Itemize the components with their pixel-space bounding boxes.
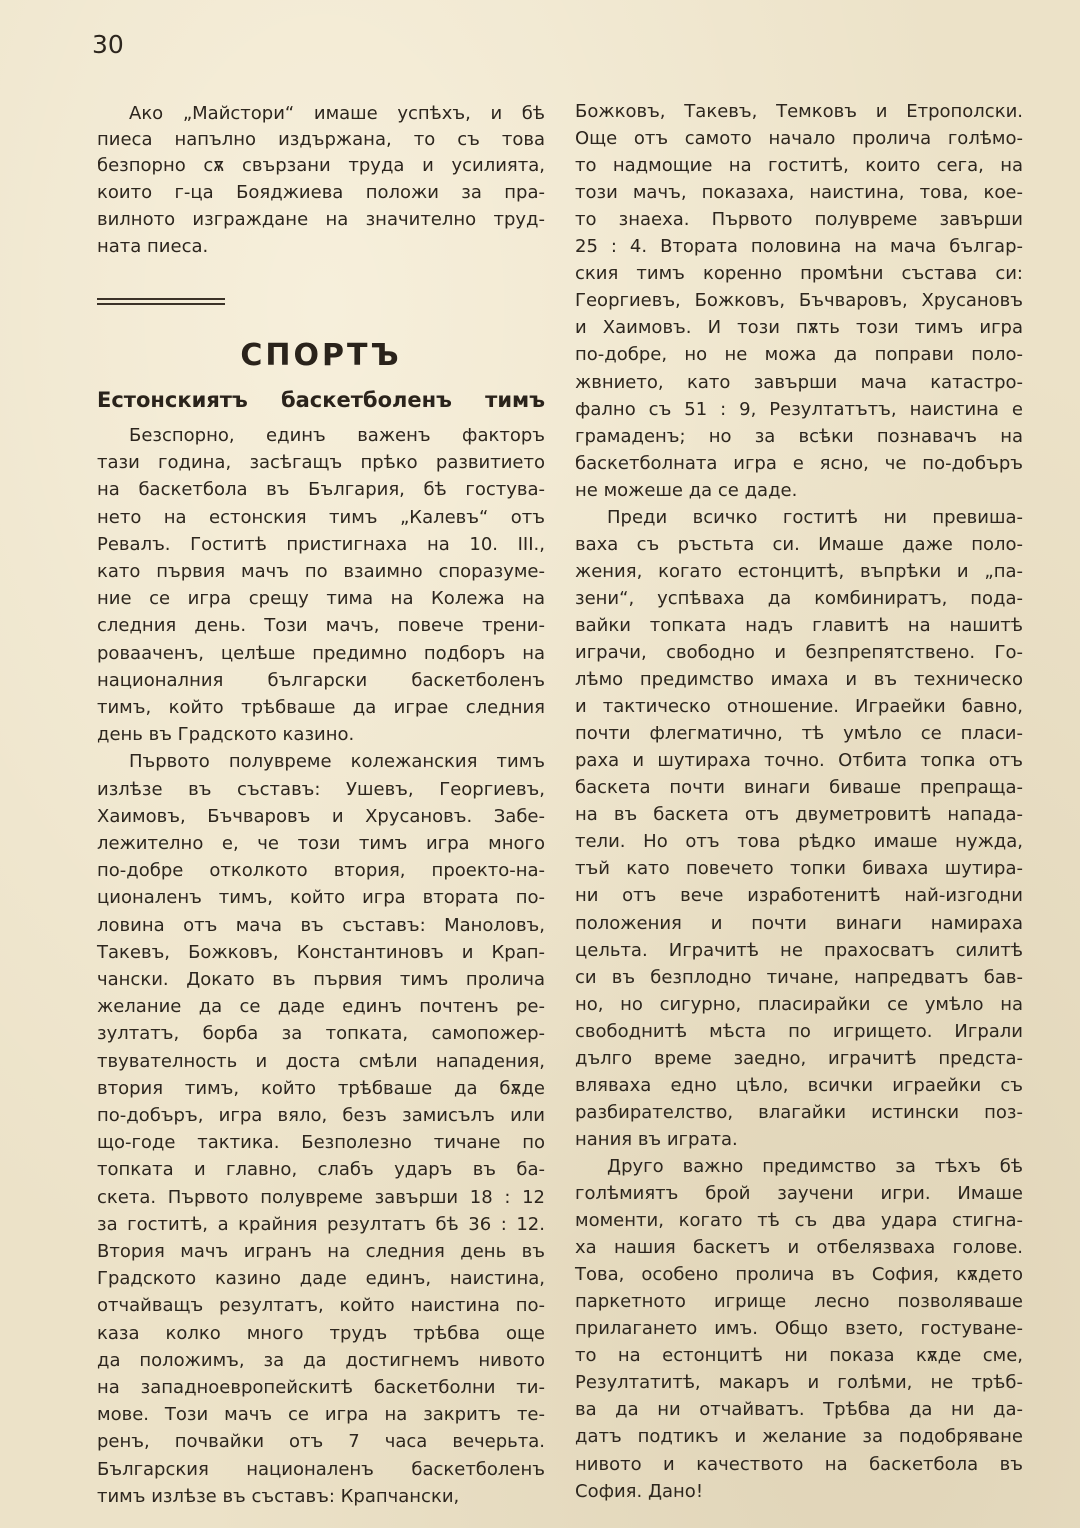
- text-line: за гоститѣ, а крайния резултатъ бѣ 36 : 12.: [97, 1213, 545, 1235]
- text-line: ната пиеса.: [97, 236, 209, 257]
- text-line: датъ подтикъ и желание за подобряване: [575, 1426, 1023, 1448]
- text-line: паркетното игрище лесно позволяваше: [575, 1291, 1023, 1313]
- text-line: на баскетбола въ България, бѣ гостува-: [97, 479, 545, 501]
- text-line: зени“, успѣваха да комбиниратъ, пода-: [575, 587, 1023, 609]
- text-line: които г-ца Бояджиева положи за пра-: [97, 182, 545, 203]
- text-line: но, но сигурно, пласирайки се умѣло на: [575, 993, 1023, 1015]
- text-line: ва да ни отчайватъ. Трѣбва да ни да-: [575, 1399, 1023, 1421]
- text-line: по-добъръ, игра вяло, безъ замисълъ или: [97, 1105, 545, 1126]
- text-line: нивото и качеството на баскетбола въ: [575, 1453, 1023, 1475]
- text-line: Още отъ самото начало пролича голѣмо-: [575, 128, 1023, 150]
- text-line: цельта. Играчитѣ не прахосватъ силитѣ: [575, 939, 1023, 961]
- text-line: Българския националенъ баскетболенъ: [97, 1458, 545, 1480]
- text-line: по-добре, но не можа да поправи поло-: [575, 344, 1023, 366]
- text-line: то на естонцитѣ ни показа кѫде сме,: [575, 1345, 1023, 1367]
- text-line: ционаленъ тимъ, който игра втората по-: [97, 887, 545, 909]
- text-line: вляваха едно цѣло, всички играейки съ: [575, 1074, 1023, 1096]
- page-number: 30: [92, 30, 124, 59]
- text-line: Такевъ, Божковъ, Константиновъ и Крап-: [97, 941, 545, 963]
- text-line: раха и шутираха точно. Отбита топка отъ: [575, 750, 1023, 772]
- text-line: Хаимовъ, Бъчваровъ и Хрусановъ. Забе-: [97, 805, 545, 827]
- text-line: и тактическо отношение. Играейки бавно,: [575, 696, 1023, 718]
- text-line: нето на естонския тимъ „Калевъ“ отъ: [97, 506, 545, 528]
- text-line: баскета почти винаги биваше препраща-: [575, 777, 1023, 799]
- text-line: Божковъ, Такевъ, Темковъ и Етрополски.: [575, 101, 1023, 122]
- text-line: скета. Първото полувреме завърши 18 : 12: [97, 1186, 545, 1208]
- text-line: тази година, засѣгащъ прѣко развитието: [97, 452, 545, 474]
- text-line: почти флегматично, тѣ умѣло се пласи-: [575, 723, 1023, 745]
- text-line: вилното изграждане на значително труд-: [97, 209, 545, 230]
- text-line: тъй като повечето топки биваха шутира-: [575, 858, 1023, 880]
- text-line: Това, особено пролича въ София, кѫдето: [575, 1264, 1023, 1286]
- text-line: жения, когато естонцитѣ, въпрѣки и „па-: [575, 560, 1023, 582]
- text-line: баскетболната игра е ясно, че по-добъръ: [575, 452, 1023, 474]
- text-line: грамаденъ; но за всѣки познавачъ на: [575, 425, 1023, 447]
- section-title: СПОРТЪ: [240, 338, 402, 373]
- text-line: като първия мачъ по взаимно споразуме-: [97, 561, 545, 582]
- text-line: голѣмиятъ брой заучени игри. Имаше: [575, 1183, 1023, 1204]
- text-line: вайки топката надъ главитѣ на нашитѣ: [575, 614, 1023, 636]
- text-line: моменти, когато тѣ съ два удара стигна-: [575, 1210, 1023, 1232]
- text-line: тимъ, който трѣбваше да играе следния: [97, 697, 545, 718]
- text-line: този мачъ, показаха, наистина, това, кое-: [575, 182, 1023, 204]
- text-line: безпорно сѫ свързани труда и усилията,: [97, 155, 545, 176]
- text-line: Безспорно, единъ важенъ факторъ: [129, 425, 545, 446]
- text-line: Ревалъ. Гоститѣ пристигнаха на 10. III.,: [97, 533, 545, 555]
- text-line: и Хаимовъ. И този пѫть този тимъ игра: [575, 317, 1023, 339]
- text-line: Първото полувреме колежанския тимъ: [129, 751, 545, 773]
- text-line: мове. Този мачъ се игра на закритъ те-: [97, 1404, 545, 1426]
- text-line: лѣмо предимство имаха и въ техническо: [575, 669, 1023, 691]
- text-line: отчайващъ резултатъ, който наистина по-: [97, 1295, 545, 1317]
- text-line: день въ Градското казино.: [97, 724, 355, 746]
- text-line: не можеше да се даде.: [575, 479, 798, 501]
- text-line: на западноевропейскитѣ баскетболни ти-: [97, 1377, 545, 1398]
- text-line: излѣзе въ съставъ: Ушевъ, Георгиевъ,: [97, 778, 545, 800]
- text-line: ни отъ вече изработенитѣ най-изгодни: [575, 885, 1023, 907]
- text-line: тимъ излѣзе въ съставъ: Крапчански,: [97, 1485, 460, 1507]
- text-line: си въ безплодно тичане, напредватъ бав-: [575, 966, 1023, 988]
- text-line: нания въ играта.: [575, 1128, 738, 1150]
- text-line: Градското казино даде единъ, наистина,: [97, 1268, 545, 1290]
- text-line: ровааченъ, целѣше предимно подборъ на: [97, 642, 545, 664]
- text-line: желание да се даде единъ почтенъ ре-: [97, 996, 545, 1018]
- text-line: пиеса напълно издържана, то съ това: [97, 129, 545, 150]
- text-line: Втория мачъ игранъ на следния день въ: [97, 1241, 545, 1262]
- text-line: тели. Но отъ това рѣдко имаше нужда,: [575, 831, 1023, 853]
- text-line: свободнитѣ мѣста по игрището. Играли: [575, 1020, 1023, 1042]
- text-line: следния день. Този мачъ, повече трени-: [97, 615, 545, 637]
- text-line: твувателность и доста смѣли нападения,: [97, 1050, 545, 1072]
- text-line: втория тимъ, който трѣбваше да бѫде: [97, 1077, 545, 1099]
- text-line: ския тимъ коренно промѣни състава си:: [575, 263, 1023, 285]
- text-line: ваха съ ръстьта си. Имаше даже поло-: [575, 533, 1023, 555]
- text-line: каза колко много трудъ трѣбва още: [97, 1322, 545, 1344]
- text-line: положения и почти винаги намираха: [575, 912, 1023, 934]
- text-line: топката и главно, слабъ ударъ въ ба-: [97, 1159, 545, 1181]
- text-line: Георгиевъ, Божковъ, Бъчваровъ, Хрусановъ: [575, 290, 1023, 312]
- text-line: прилагането имъ. Общо взето, гостуване-: [575, 1318, 1023, 1340]
- text-line: националния български баскетболенъ: [97, 669, 545, 691]
- text-line: то знаеха. Първото полувреме завърши: [575, 209, 1023, 231]
- text-line: зултатъ, борба за топката, самопожер-: [97, 1023, 545, 1045]
- text-line: то надмощие на гоститѣ, които сега, на: [575, 155, 1023, 177]
- text-line: София. Дано!: [575, 1480, 704, 1502]
- text-line: що-годе тактика. Безполезно тичане по: [97, 1132, 545, 1154]
- text-line: фално съ 51 : 9, Резултатътъ, наистина е: [575, 398, 1023, 420]
- text-line: лежително е, че този тимъ игра много: [97, 833, 545, 854]
- text-line: по-добре отколкото втория, проекто-на-: [97, 860, 545, 882]
- text-line: на въ баскета отъ двуметровитѣ напада-: [575, 804, 1023, 826]
- section-divider: [97, 298, 225, 308]
- text-line: разбирателство, влагайки истински поз-: [575, 1101, 1023, 1123]
- text-line: Резултатитѣ, макаръ и голѣми, не трѣб-: [575, 1372, 1023, 1394]
- text-line: да положимъ, за да достигнемъ нивото: [97, 1349, 545, 1371]
- article-title: Естонскиятъ баскетболенъ тимъ: [97, 388, 545, 412]
- text-line: ние се игра срещу тима на Колежа на: [97, 588, 545, 610]
- text-line: ха нашия баскетъ и отбелязваха голове.: [575, 1237, 1023, 1259]
- text-line: Друго важно предимство за тѣхъ бѣ: [607, 1155, 1023, 1177]
- text-line: играчи, свободно и безпрепятствено. Го-: [575, 642, 1023, 663]
- text-line: ловина отъ мача въ съставъ: Маноловъ,: [97, 914, 545, 936]
- text-line: жвнието, като завърши мача катастро-: [575, 371, 1023, 393]
- text-line: 25 : 4. Втората половина на мача българ-: [575, 236, 1023, 258]
- text-line: Преди всичко гоститѣ ни превиша-: [607, 506, 1023, 528]
- text-line: Ако „Майстори“ имаше успѣхъ, и бѣ: [129, 103, 545, 124]
- text-line: дълго време заедно, играчитѣ предста-: [575, 1047, 1023, 1069]
- text-line: чански. Докато въ първия тимъ пролича: [97, 969, 545, 990]
- text-line: ренъ, почвайки отъ 7 часа вечерьта.: [97, 1431, 545, 1453]
